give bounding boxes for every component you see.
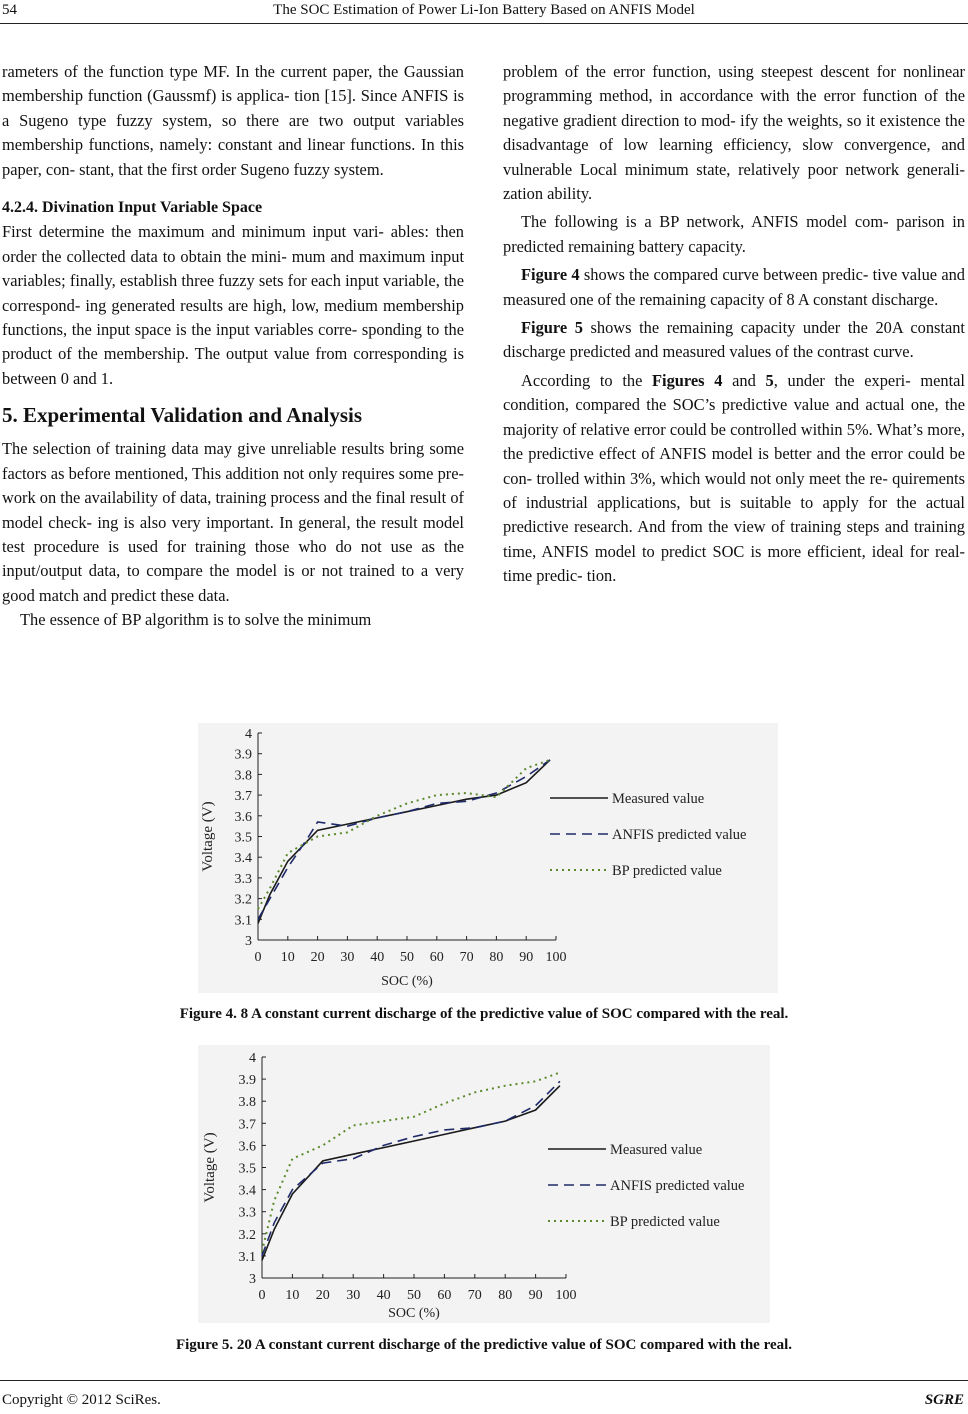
header-rule xyxy=(0,23,968,24)
y-axis-label: Voltage (V) xyxy=(202,1132,218,1203)
right-paragraph-1: problem of the error function, using steepest descent for nonlinear programming method, in accordance with the error function of the negative gradient direction to mod- ify the weights, so it existence the disadvantage of low learning efficiency, slow convergence, and vulnerable Local minimum state, relatively poor network generali- zation ability. xyxy=(503,62,965,204)
y-tick-label: 3.2 xyxy=(234,892,252,908)
legend-label: BP predicted value xyxy=(612,863,722,879)
running-title: The SOC Estimation of Power Li-Ion Battery Based on ANFIS Model xyxy=(273,2,695,18)
x-tick-label: 60 xyxy=(437,1288,452,1303)
y-tick-label: 3.7 xyxy=(234,789,252,805)
left-paragraph-2: First determine the maximum and minimum input vari- ables: then order the collected data to obtain the mini- mum and maximum input variables; finally, establish three fuzzy sets for each input variable, the correspond- ing generated results are high, low, medium membership functions, the input space is the input variables corre- sponding to the product of the membership. The output value from corresponding is between 0 and 1. xyxy=(2,222,464,388)
x-tick-label: 30 xyxy=(346,1288,361,1303)
footer-rule xyxy=(0,1380,968,1381)
copyright: Copyright © 2012 SciRes. xyxy=(2,1392,161,1408)
y-tick-label: 3.4 xyxy=(234,851,252,867)
x-tick-label: 100 xyxy=(555,1288,577,1303)
x-tick-label: 40 xyxy=(370,950,385,965)
y-tick-label: 3.9 xyxy=(238,1073,256,1089)
legend-label: Measured value xyxy=(610,1142,703,1158)
x-tick-label: 0 xyxy=(254,950,262,965)
series-line-bp-predicted-value xyxy=(262,1073,560,1252)
x-tick-label: 70 xyxy=(467,1288,482,1303)
series-line-measured-value xyxy=(258,760,550,924)
y-tick-label: 3 xyxy=(249,1272,256,1287)
y-tick-label: 3.5 xyxy=(234,830,252,846)
series-line-anfis-predicted-value xyxy=(258,760,550,919)
y-tick-label: 3.9 xyxy=(234,747,252,763)
figure-4 xyxy=(198,723,778,993)
series-line-measured-value xyxy=(262,1086,560,1261)
x-tick-label: 40 xyxy=(376,1288,391,1303)
x-tick-label: 90 xyxy=(519,950,534,965)
y-tick-label: 3.2 xyxy=(238,1227,256,1243)
x-tick-label: 80 xyxy=(498,1288,513,1303)
figure-5 xyxy=(198,1045,770,1323)
section-heading: 5. Experimental Validation and Analysis xyxy=(2,403,363,428)
legend-label: ANFIS predicted value xyxy=(610,1178,745,1194)
y-tick-label: 3.8 xyxy=(234,768,252,784)
y-tick-label: 3.1 xyxy=(234,913,252,929)
y-tick-label: 3 xyxy=(245,934,252,949)
x-tick-label: 50 xyxy=(407,1288,421,1303)
right-paragraph-2: The following is a BP network, ANFIS model com- parison in predicted remaining battery capacity. xyxy=(503,212,965,256)
x-tick-label: 100 xyxy=(545,950,567,965)
right-paragraph-5 xyxy=(503,369,965,589)
right-paragraph-3-text: shows the compared curve between predic- tive value and measured one of the remaining capacity of 8 A constant discharge. xyxy=(503,265,965,309)
figure-4-chart xyxy=(198,723,778,993)
x-tick-label: 30 xyxy=(340,950,355,965)
right-paragraph-4 xyxy=(503,316,965,365)
x-tick-label: 90 xyxy=(528,1288,543,1303)
figure-4-caption: Figure 4. 8 A constant current discharge of the predictive value of SOC compared with the real. xyxy=(179,1006,789,1022)
figures-5-ref[interactable]: 5 xyxy=(765,370,774,390)
x-axis-label: SOC (%) xyxy=(388,1306,440,1321)
y-tick-label: 3.6 xyxy=(234,809,252,825)
legend-label: BP predicted value xyxy=(610,1214,720,1230)
y-tick-label: 4 xyxy=(245,727,252,742)
page-number: 54 xyxy=(2,2,17,18)
legend-label: Measured value xyxy=(612,791,705,807)
left-column xyxy=(2,60,464,633)
y-tick-label: 3.8 xyxy=(238,1095,256,1111)
y-tick-label: 3.5 xyxy=(238,1161,256,1177)
x-tick-label: 80 xyxy=(489,950,504,965)
right-column xyxy=(503,60,965,589)
right-paragraph-3 xyxy=(503,263,965,312)
journal-name: SGRE xyxy=(924,1392,964,1408)
left-paragraph-4: The essence of BP algorithm is to solve the minimum xyxy=(20,610,372,630)
y-tick-label: 3.1 xyxy=(238,1249,256,1265)
y-tick-label: 3.4 xyxy=(238,1183,256,1199)
series-line-anfis-predicted-value xyxy=(262,1081,560,1256)
x-tick-label: 20 xyxy=(310,950,325,965)
y-tick-label: 3.3 xyxy=(238,1205,256,1221)
x-tick-label: 50 xyxy=(400,950,414,965)
x-axis-label: SOC (%) xyxy=(381,974,433,989)
x-tick-label: 0 xyxy=(258,1288,266,1303)
figures-4-ref[interactable]: Figures 4 xyxy=(652,370,723,390)
y-axis-label: Voltage (V) xyxy=(200,801,216,872)
left-paragraph-3: The selection of training data may give unreliable results bring some factors as before mentioned, This addition not only requires some pre-work on the availability of data, training process and the final result of model check- ing is also very important. In general, the result model test procedure is used for training those who do not use as the input/output data, to compare the model is or not trained to a very good match and predict these data. xyxy=(2,439,464,605)
y-tick-label: 3.6 xyxy=(238,1139,256,1155)
right-paragraph-5-d: , under the experi- mental condition, compared the SOC’s predictive value and actual one, the majority of relative error could be controlled within 5%. What’s more, the predictive effect of ANFIS model is better and the error could be con- trolled within 3%, which would not only meet the re- quirements of industrial applications, but is suitable to apply for the actual predictive research. And from the view of training steps and training time, ANFIS model to predict SOC is more efficient, ideal for real-time predic- tion. xyxy=(503,370,965,586)
left-paragraph-1: rameters of the function type MF. In the current paper, the Gaussian membership function (Gaussmf) is applica- tion [15]. Since ANFIS is a Sugeno type fuzzy system, so there are two output variables membership functions, namely: constant and linear functions. In this paper, con- stant, that the first order Sugeno fuzzy system. xyxy=(2,62,464,179)
x-tick-label: 70 xyxy=(459,950,474,965)
x-tick-label: 60 xyxy=(429,950,444,965)
right-paragraph-5-a: According to the xyxy=(521,370,653,390)
figure-5-ref[interactable]: Figure 5 xyxy=(521,318,583,338)
figure-4-ref[interactable]: Figure 4 xyxy=(521,265,580,285)
y-tick-label: 4 xyxy=(249,1051,256,1066)
right-paragraph-5-c: and xyxy=(722,370,766,390)
y-tick-label: 3.3 xyxy=(234,871,252,887)
figure-5-chart xyxy=(198,1045,770,1323)
series-line-bp-predicted-value xyxy=(258,760,550,909)
right-paragraph-4-text: shows the remaining capacity under the 20A constant discharge predicted and measured values of the contrast curve. xyxy=(503,318,965,362)
subsection-heading: 4.2.4. Divination Input Variable Space xyxy=(2,199,263,217)
x-tick-label: 20 xyxy=(315,1288,330,1303)
y-tick-label: 3.7 xyxy=(238,1117,256,1133)
legend-label: ANFIS predicted value xyxy=(612,827,747,843)
x-tick-label: 10 xyxy=(285,1288,300,1303)
figure-5-caption: Figure 5. 20 A constant current discharge of the predictive value of SOC compared with the real. xyxy=(175,1337,793,1353)
x-tick-label: 10 xyxy=(280,950,295,965)
